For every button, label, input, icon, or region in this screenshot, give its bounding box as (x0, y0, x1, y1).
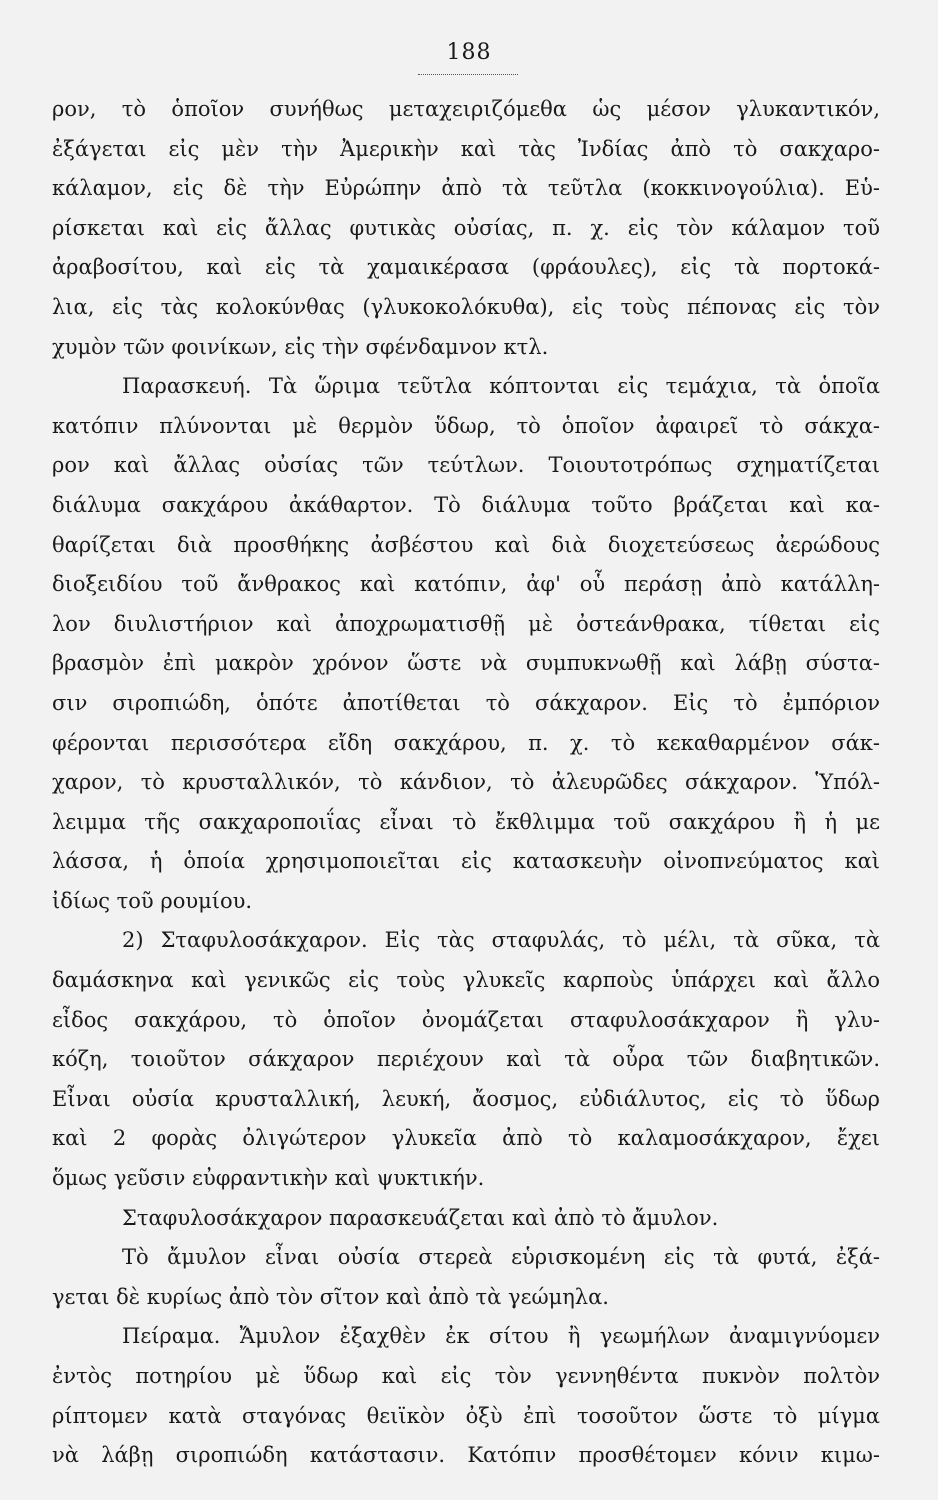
text-line: Εἶναι οὐσία κρυσταλλική, λευκή, ἄοσμος, εὐδιάλυτος, εἰς τὸ ὕδωρ (52, 1086, 880, 1111)
text-line: σιν σιροπιώδη, ὁπότε ἀποτίθεται τὸ σάκχαρον. Εἰς τὸ ἐμπόριον (52, 690, 880, 715)
text-line: Πείραμα. Ἄμυλον ἐξαχθὲν ἐκ σίτου ἢ γεωμήλων ἀναμιγνύομεν (122, 1324, 880, 1349)
text-line: ρίσκεται καὶ εἰς ἄλλας φυτικὰς οὐσίας, π. χ. εἰς τὸν κάλαμον τοῦ (52, 215, 880, 240)
text-line: λια, εἰς τὰς κολοκύνθας (γλυκοκολόκυθα), εἰς τοὺς πέπονας εἰς τὸν (52, 294, 880, 319)
text-line: ρον καὶ ἄλλας οὐσίας τῶν τεύτλων. Τοιουτοτρόπως σχηματίζεται (52, 453, 880, 478)
text-line: δαμάσκηνα καὶ γενικῶς εἰς τοὺς γλυκεῖς καρποὺς ὑπάρχει καὶ ἄλλο (52, 968, 880, 993)
text-line: βρασμὸν ἐπὶ μακρὸν χρόνον ὥστε νὰ συμπυκνωθῇ καὶ λάβῃ σύστα- (52, 651, 880, 676)
text-line: λάσσα, ἡ ὁποία χρησιμοποιεῖται εἰς κατασκευὴν οἰνοπνεύματος καὶ (52, 849, 880, 874)
page-number: 188 (446, 40, 492, 65)
text-line: εἶδος σακχάρου, τὸ ὁποῖον ὀνομάζεται σταφυλοσάκχαρον ἢ γλυ- (52, 1007, 880, 1032)
text-line: ἐντὸς ποτηρίου μὲ ὕδωρ καὶ εἰς τὸν γεννηθέντα πυκνὸν πολτὸν (52, 1364, 880, 1388)
text-line: 2) Σταφυλοσάκχαρον. Εἰς τὰς σταφυλάς, τὸ μέλι, τὰ σῦκα, τὰ (122, 928, 880, 953)
text-line: ρον, τὸ ὁποῖον συνήθως μεταχειριζόμεθα ὡς μέσον γλυκαντικόν, (52, 97, 880, 121)
text-line: λειμμα τῆς σακχαροποιΐας εἶναι τὸ ἔκθλιμμα τοῦ σακχάρου ἢ ἡ με (52, 809, 880, 834)
text-line: Σταφυλοσάκχαρον παρασκευάζεται καὶ ἀπὸ τὸ ἄμυλον. (122, 1205, 719, 1230)
text-line: διοξειδίου τοῦ ἄνθρακος καὶ κατόπιν, ἀφ' οὗ περάσῃ ἀπὸ κατάλλη- (52, 572, 880, 597)
text-line: χαρον, τὸ κρυσταλλικόν, τὸ κάνδιον, τὸ ἀλευρῶδες σάκχαρον. Ὑπόλ- (52, 770, 880, 795)
text-line: γεται δὲ κυρίως ἀπὸ τὸν σῖτον καὶ ἀπὸ τὰ γεώμηλα. (52, 1284, 609, 1309)
text-line: ἐξάγεται εἰς μὲν τὴν Ἀμερικὴν καὶ τὰς Ἰνδίας ἀπὸ τὸ σακχαρο- (52, 136, 880, 161)
body-text (52, 90, 880, 1476)
text-line: νὰ λάβῃ σιροπιώδη κατάστασιν. Κατόπιν προσθέτομεν κόνιν κιμω- (52, 1443, 880, 1468)
text-line: λον διυλιστήριον καὶ ἀποχρωματισθῇ μὲ ὀστεάνθρακα, τίθεται εἰς (52, 611, 880, 636)
text-line: κάλαμον, εἰς δὲ τὴν Εὐρώπην ἀπὸ τὰ τεῦτλα (κοκκινογούλια). Εὑ- (52, 176, 880, 201)
text-line: ὅμως γεῦσιν εὐφραντικὴν καὶ ψυκτικήν. (52, 1166, 485, 1191)
text-line: Παρασκευή. Τὰ ὥριμα τεῦτλα κόπτονται εἰς τεμάχια, τὰ ὁποῖα (122, 374, 880, 399)
text-line: ἰδίως τοῦ ρουμίου. (52, 888, 253, 913)
text-line: κόζη, τοιοῦτον σάκχαρον περιέχουν καὶ τὰ οὖρα τῶν διαβητικῶν. (52, 1047, 880, 1072)
text-line: Τὸ ἄμυλον εἶναι οὐσία στερεὰ εὑρισκομένη εἰς τὰ φυτά, ἐξά- (122, 1245, 880, 1270)
text-line: καὶ 2 φορὰς ὀλιγώτερον γλυκεῖα ἀπὸ τὸ καλαμοσάκχαρον, ἔχει (52, 1126, 880, 1151)
text-line: διάλυμα σακχάρου ἀκάθαρτον. Τὸ διάλυμα τοῦτο βράζεται καὶ κα- (52, 492, 880, 517)
text-line: θαρίζεται διὰ προσθήκης ἀσβέστου καὶ διὰ διοχετεύσεως ἀερώδους (52, 532, 880, 557)
text-line: ρίπτομεν κατὰ σταγόνας θειϊκὸν ὀξὺ ἐπὶ τοσοῦτον ὥστε τὸ μίγμα (52, 1403, 880, 1428)
text-line: φέρονται περισσότερα εἴδη σακχάρου, π. χ. τὸ κεκαθαρμένον σάκ- (52, 730, 880, 755)
text-line: ἀραβοσίτου, καὶ εἰς τὰ χαμαικέρασα (φράουλες), εἰς τὰ πορτοκά- (52, 255, 880, 280)
text-line: χυμὸν τῶν φοινίκων, εἰς τὴν σφένδαμνον κτλ. (52, 334, 549, 359)
page-number-rule (418, 74, 518, 75)
text-line: κατόπιν πλύνονται μὲ θερμὸν ὕδωρ, τὸ ὁποῖον ἀφαιρεῖ τὸ σάκχα- (52, 413, 880, 438)
